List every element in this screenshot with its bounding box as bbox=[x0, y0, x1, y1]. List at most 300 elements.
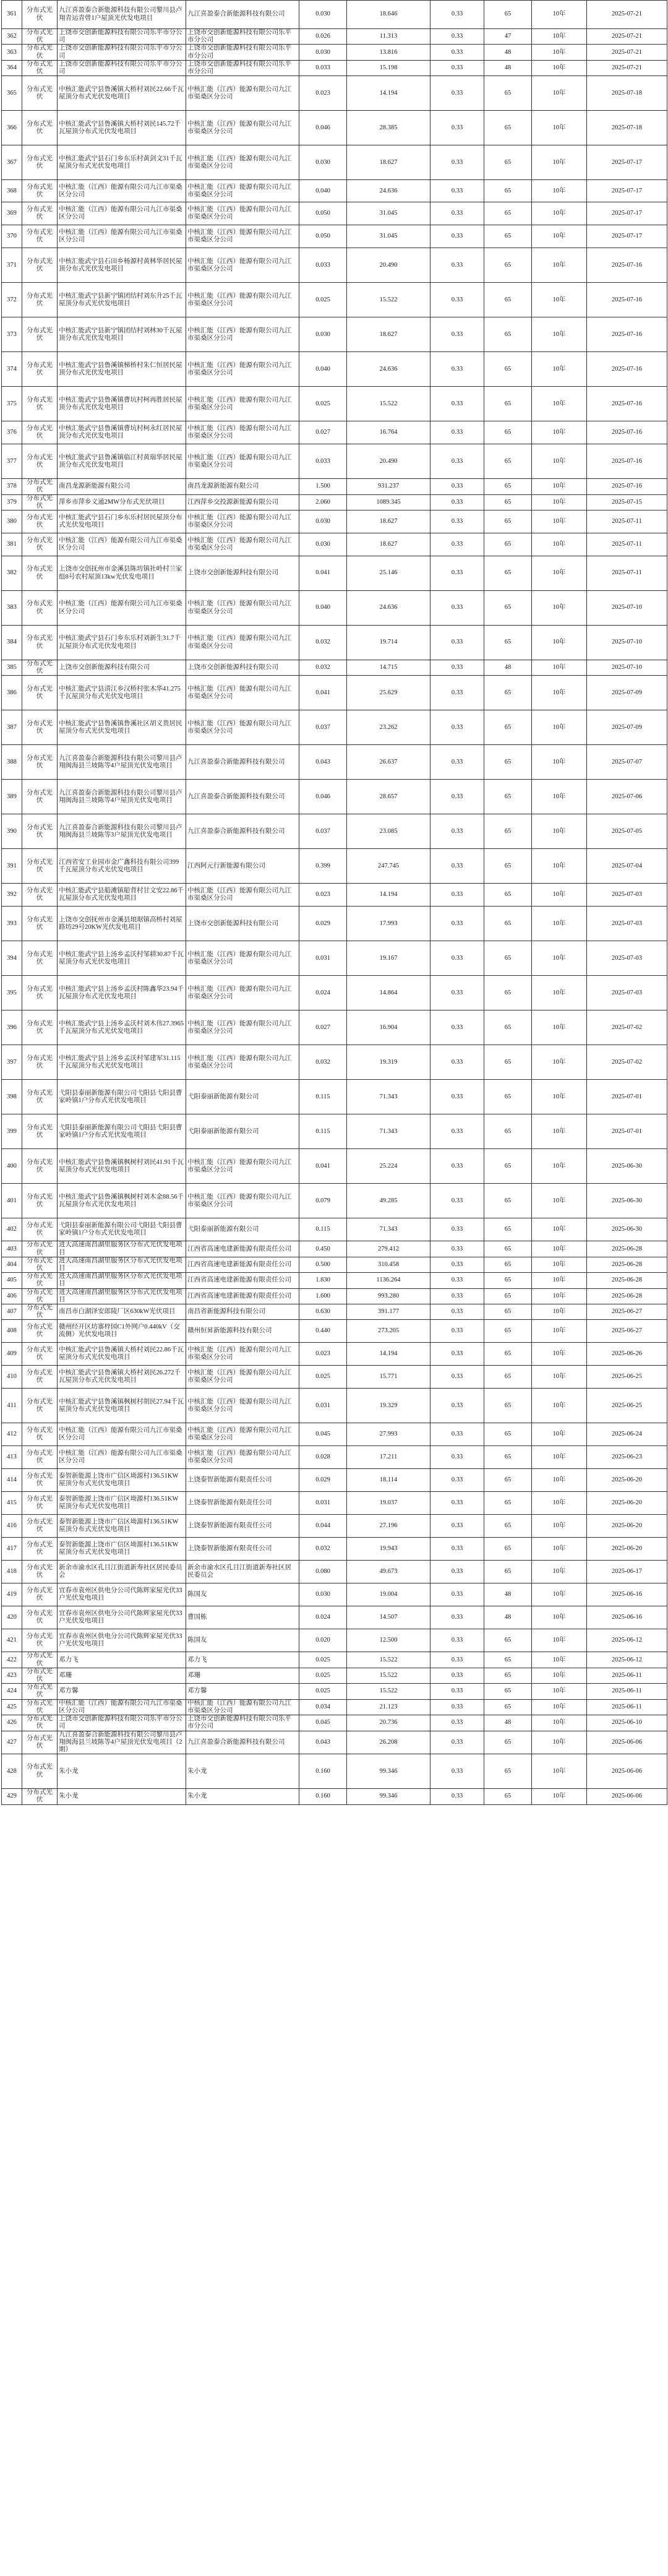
cell-cap: 0.029 bbox=[299, 1469, 347, 1492]
table-row bbox=[2, 1606, 667, 1629]
cell-date: 2025-06-28 bbox=[587, 1273, 667, 1288]
cell-term: 10年 bbox=[532, 1241, 587, 1257]
cell-term: 10年 bbox=[532, 1652, 587, 1668]
cell-owner: 中核汇能（江西）能源有限公司九江市渠桑区分公司 bbox=[186, 202, 299, 225]
cell-owner: 中核汇能（江西）能源有限公司九江市渠桑区分公司 bbox=[186, 533, 299, 556]
cell-inv: 20.736 bbox=[347, 1715, 430, 1731]
cell-ratio: 0.33 bbox=[430, 248, 484, 283]
cell-cap: 0.025 bbox=[299, 387, 347, 421]
cell-date: 2025-06-20 bbox=[587, 1515, 667, 1538]
cell-type: 分布式光伏 bbox=[22, 1366, 58, 1389]
cell-ratio: 0.33 bbox=[430, 745, 484, 780]
cell-no: 375 bbox=[2, 387, 22, 421]
cell-inv: 931.237 bbox=[347, 479, 430, 494]
cell-price: 65 bbox=[484, 1561, 532, 1583]
table-row bbox=[2, 1343, 667, 1366]
cell-ratio: 0.33 bbox=[430, 479, 484, 494]
cell-term: 10年 bbox=[532, 941, 587, 976]
cell-owner: 中核汇能（江西）能源有限公司九江市渠桑区分公司 bbox=[186, 626, 299, 660]
cell-type: 分布式光伏 bbox=[22, 60, 58, 75]
cell-date: 2025-06-20 bbox=[587, 1492, 667, 1515]
cell-owner: 上饶市交创新能源科技有限公司乐平市分公司 bbox=[186, 45, 299, 60]
cell-inv: 18.114 bbox=[347, 1469, 430, 1492]
cell-type: 分布式光伏 bbox=[22, 421, 58, 444]
cell-date: 2025-07-18 bbox=[587, 111, 667, 145]
cell-no: 371 bbox=[2, 248, 22, 283]
cell-ratio: 0.33 bbox=[430, 556, 484, 591]
cell-type: 分布式光伏 bbox=[22, 111, 58, 145]
cell-date: 2025-07-09 bbox=[587, 710, 667, 745]
cell-cap: 0.025 bbox=[299, 283, 347, 317]
cell-inv: 25.146 bbox=[347, 556, 430, 591]
cell-no: 409 bbox=[2, 1343, 22, 1366]
cell-no: 383 bbox=[2, 591, 22, 626]
cell-owner: 中核汇能（江西）能源有限公司九江市渠桑区分公司 bbox=[186, 225, 299, 248]
cell-ratio: 0.33 bbox=[430, 710, 484, 745]
cell-price: 65 bbox=[484, 591, 532, 626]
cell-price: 65 bbox=[484, 556, 532, 591]
cell-name: 上饶市交创新能源科技有限公司乐平市分公司 bbox=[58, 45, 186, 60]
cell-ratio: 0.33 bbox=[430, 1080, 484, 1114]
cell-cap: 0.040 bbox=[299, 352, 347, 387]
cell-name: 中核汇能（江西）能源有限公司九江市渠桑区分公司 bbox=[58, 1699, 186, 1715]
cell-date: 2025-07-16 bbox=[587, 248, 667, 283]
cell-owner: 中核汇能（江西）能源有限公司九江市渠桑区分公司 bbox=[186, 1184, 299, 1218]
table-row bbox=[2, 780, 667, 814]
cell-price: 65 bbox=[484, 248, 532, 283]
cell-date: 2025-07-15 bbox=[587, 494, 667, 510]
cell-name: 中核汇能武宁县上汤乡孟沃村陈鑫华23.94千瓦屋顶分布式光伏发电项目 bbox=[58, 976, 186, 1010]
cell-price: 65 bbox=[484, 1423, 532, 1446]
cell-inv: 18.646 bbox=[347, 1, 430, 29]
cell-inv: 13.816 bbox=[347, 45, 430, 60]
cell-ratio: 0.33 bbox=[430, 1045, 484, 1080]
cell-no: 394 bbox=[2, 941, 22, 976]
cell-type: 分布式光伏 bbox=[22, 1731, 58, 1754]
cell-price: 65 bbox=[484, 1446, 532, 1469]
cell-cap: 0.026 bbox=[299, 29, 347, 45]
cell-name: 中核汇能武宁县石门乡东乐村刘新生31.7千瓦屋顶分布式光伏发电项目 bbox=[58, 626, 186, 660]
cell-owner: 中核汇能（江西）能源有限公司九江市渠桑区分公司 bbox=[186, 352, 299, 387]
cell-term: 10年 bbox=[532, 1492, 587, 1515]
cell-owner: 江西省高速电建新能源有限责任公司 bbox=[186, 1241, 299, 1257]
cell-owner: 上饶市交创新能源科技有限公司乐平市分公司 bbox=[186, 1715, 299, 1731]
cell-cap: 0.034 bbox=[299, 1699, 347, 1715]
cell-price: 65 bbox=[484, 145, 532, 180]
cell-name: 弋阳县泰丽新能源有限公司弋阳县弋阳县曹家岭镇1户分布式光伏发电项目 bbox=[58, 1080, 186, 1114]
table-row bbox=[2, 1010, 667, 1045]
cell-ratio: 0.33 bbox=[430, 884, 484, 907]
cell-inv: 31.045 bbox=[347, 202, 430, 225]
cell-type: 分布式光伏 bbox=[22, 1320, 58, 1343]
cell-cap: 0.030 bbox=[299, 1583, 347, 1606]
cell-ratio: 0.33 bbox=[430, 1273, 484, 1288]
cell-date: 2025-06-16 bbox=[587, 1583, 667, 1606]
cell-owner: 中核汇能（江西）能源有限公司九江市渠桑区分公司 bbox=[186, 1699, 299, 1715]
cell-type: 分布式光伏 bbox=[22, 1754, 58, 1789]
table-row bbox=[2, 1114, 667, 1149]
cell-inv: 15.522 bbox=[347, 283, 430, 317]
cell-ratio: 0.33 bbox=[430, 225, 484, 248]
cell-ratio: 0.33 bbox=[430, 1561, 484, 1583]
cell-price: 65 bbox=[484, 1699, 532, 1715]
cell-cap: 0.032 bbox=[299, 1045, 347, 1080]
cell-cap: 0.630 bbox=[299, 1304, 347, 1320]
cell-cap: 0.020 bbox=[299, 1629, 347, 1652]
cell-date: 2025-07-16 bbox=[587, 421, 667, 444]
cell-term: 10年 bbox=[532, 1045, 587, 1080]
cell-inv: 14.507 bbox=[347, 1606, 430, 1629]
cell-term: 10年 bbox=[532, 745, 587, 780]
cell-type: 分布式光伏 bbox=[22, 1606, 58, 1629]
cell-ratio: 0.33 bbox=[430, 1754, 484, 1789]
cell-price: 48 bbox=[484, 1715, 532, 1731]
cell-price: 65 bbox=[484, 1789, 532, 1804]
cell-date: 2025-07-10 bbox=[587, 660, 667, 676]
cell-date: 2025-06-06 bbox=[587, 1754, 667, 1789]
cell-term: 10年 bbox=[532, 479, 587, 494]
cell-ratio: 0.33 bbox=[430, 494, 484, 510]
cell-type: 分布式光伏 bbox=[22, 1343, 58, 1366]
cell-date: 2025-07-01 bbox=[587, 1080, 667, 1114]
cell-ratio: 0.33 bbox=[430, 421, 484, 444]
cell-owner: 中核汇能（江西）能源有限公司九江市渠桑区分公司 bbox=[186, 676, 299, 710]
cell-price: 65 bbox=[484, 1515, 532, 1538]
cell-price: 65 bbox=[484, 1114, 532, 1149]
cell-date: 2025-07-16 bbox=[587, 283, 667, 317]
cell-cap: 0.500 bbox=[299, 1257, 347, 1272]
cell-owner: 江西省高速电建新能源有限责任公司 bbox=[186, 1257, 299, 1272]
cell-date: 2025-07-17 bbox=[587, 145, 667, 180]
cell-cap: 0.037 bbox=[299, 710, 347, 745]
cell-name: 中核汇能（江西）能源有限公司九江市渠桑区分公司 bbox=[58, 1446, 186, 1469]
table-row bbox=[2, 111, 667, 145]
cell-inv: 14.194 bbox=[347, 1343, 430, 1366]
cell-owner: 中核汇能（江西）能源有限公司九江市渠桑区分公司 bbox=[186, 976, 299, 1010]
cell-inv: 99.346 bbox=[347, 1789, 430, 1804]
cell-cap: 0.040 bbox=[299, 591, 347, 626]
cell-date: 2025-07-02 bbox=[587, 1010, 667, 1045]
cell-term: 10年 bbox=[532, 1715, 587, 1731]
cell-cap: 0.027 bbox=[299, 421, 347, 444]
cell-name: 上饶市交创抚州市金溪县琅琚镇高桥村刘屋路坊29号20KW光伏发电项目 bbox=[58, 907, 186, 941]
cell-term: 10年 bbox=[532, 780, 587, 814]
cell-inv: 26.208 bbox=[347, 1731, 430, 1754]
cell-no: 386 bbox=[2, 676, 22, 710]
cell-owner: 九江喜盈泰合新能源科技有限公司 bbox=[186, 814, 299, 849]
cell-inv: 391.177 bbox=[347, 1304, 430, 1320]
cell-cap: 0.079 bbox=[299, 1184, 347, 1218]
table-row bbox=[2, 1218, 667, 1241]
cell-price: 65 bbox=[484, 907, 532, 941]
cell-no: 418 bbox=[2, 1561, 22, 1583]
cell-name: 中核汇能武宁县上汤乡孟沃村刘木伟27.3965千瓦屋顶分布式光伏发电项目 bbox=[58, 1010, 186, 1045]
cell-inv: 310.458 bbox=[347, 1257, 430, 1272]
cell-owner: 九江喜盈泰合新能源科技有限公司 bbox=[186, 1731, 299, 1754]
table-row bbox=[2, 60, 667, 75]
cell-price: 65 bbox=[484, 317, 532, 352]
cell-no: 380 bbox=[2, 510, 22, 533]
table-row bbox=[2, 248, 667, 283]
cell-no: 420 bbox=[2, 1606, 22, 1629]
cell-type: 分布式光伏 bbox=[22, 1241, 58, 1257]
cell-ratio: 0.33 bbox=[430, 60, 484, 75]
cell-cap: 0.160 bbox=[299, 1789, 347, 1804]
cell-term: 10年 bbox=[532, 1583, 587, 1606]
cell-name: 中核汇能武宁县鲁溪镇大桥村刘民145.72千瓦屋顶分布式光伏发电项目 bbox=[58, 111, 186, 145]
cell-inv: 71.343 bbox=[347, 1218, 430, 1241]
cell-price: 65 bbox=[484, 780, 532, 814]
cell-price: 65 bbox=[484, 1304, 532, 1320]
cell-name: 江西省安工业园市金广鑫科技有限公司399千瓦屋顶分布式光伏发电项目 bbox=[58, 849, 186, 884]
cell-owner: 南昌龙源新能源有限公司 bbox=[186, 479, 299, 494]
cell-name: 中核汇能武宁县鲁溪镇大桥村刘民26.272千瓦屋顶分布式光伏发电项目 bbox=[58, 1366, 186, 1389]
cell-term: 10年 bbox=[532, 76, 587, 111]
cell-inv: 19.004 bbox=[347, 1583, 430, 1606]
cell-price: 65 bbox=[484, 510, 532, 533]
cell-type: 分布式光伏 bbox=[22, 1010, 58, 1045]
cell-type: 分布式光伏 bbox=[22, 745, 58, 780]
cell-type: 分布式光伏 bbox=[22, 849, 58, 884]
cell-inv: 19.943 bbox=[347, 1538, 430, 1561]
cell-price: 65 bbox=[484, 283, 532, 317]
cell-owner: 朱小龙 bbox=[186, 1754, 299, 1789]
cell-ratio: 0.33 bbox=[430, 1515, 484, 1538]
cell-term: 10年 bbox=[532, 29, 587, 45]
cell-price: 65 bbox=[484, 1218, 532, 1241]
cell-cap: 0.043 bbox=[299, 745, 347, 780]
cell-name: 中核汇能武宁县鲁溪镇枫树村胡民27.94千瓦屋顶分布式光伏发电项目 bbox=[58, 1389, 186, 1423]
cell-price: 65 bbox=[484, 1343, 532, 1366]
cell-price: 65 bbox=[484, 1731, 532, 1754]
cell-type: 分布式光伏 bbox=[22, 1629, 58, 1652]
cell-price: 65 bbox=[484, 387, 532, 421]
cell-inv: 18.627 bbox=[347, 510, 430, 533]
cell-name: 中核汇能（江西）能源有限公司九江市渠桑区分公司 bbox=[58, 180, 186, 202]
cell-cap: 0.043 bbox=[299, 1731, 347, 1754]
cell-cap: 0.030 bbox=[299, 317, 347, 352]
cell-cap: 0.037 bbox=[299, 814, 347, 849]
cell-no: 413 bbox=[2, 1446, 22, 1469]
cell-no: 388 bbox=[2, 745, 22, 780]
cell-no: 393 bbox=[2, 907, 22, 941]
cell-date: 2025-07-07 bbox=[587, 745, 667, 780]
cell-price: 65 bbox=[484, 849, 532, 884]
cell-inv: 25.224 bbox=[347, 1149, 430, 1184]
cell-ratio: 0.33 bbox=[430, 1538, 484, 1561]
cell-type: 分布式光伏 bbox=[22, 1045, 58, 1080]
cell-price: 65 bbox=[484, 1320, 532, 1343]
cell-cap: 0.115 bbox=[299, 1114, 347, 1149]
cell-name: 九江喜盈泰合新能源科技有限公司黎川县卢翔青运青曾1户屋顶光伏发电项目 bbox=[58, 1, 186, 29]
cell-ratio: 0.33 bbox=[430, 202, 484, 225]
cell-term: 10年 bbox=[532, 1684, 587, 1699]
cell-owner: 弋阳泰丽新能源有限公司 bbox=[186, 1114, 299, 1149]
cell-inv: 18.627 bbox=[347, 533, 430, 556]
cell-inv: 17.211 bbox=[347, 1446, 430, 1469]
cell-date: 2025-06-20 bbox=[587, 1469, 667, 1492]
cell-inv: 247.745 bbox=[347, 849, 430, 884]
cell-ratio: 0.33 bbox=[430, 941, 484, 976]
cell-date: 2025-06-11 bbox=[587, 1668, 667, 1683]
cell-price: 65 bbox=[484, 1629, 532, 1652]
cell-price: 65 bbox=[484, 1273, 532, 1288]
cell-price: 65 bbox=[484, 1389, 532, 1423]
cell-price: 65 bbox=[484, 444, 532, 479]
table-row bbox=[2, 676, 667, 710]
cell-owner: 上饶泰智新能源有限责任公司 bbox=[186, 1515, 299, 1538]
cell-cap: 0.033 bbox=[299, 444, 347, 479]
cell-inv: 23.262 bbox=[347, 710, 430, 745]
cell-cap: 1.830 bbox=[299, 1273, 347, 1288]
cell-inv: 28.657 bbox=[347, 780, 430, 814]
cell-no: 407 bbox=[2, 1304, 22, 1320]
cell-type: 分布式光伏 bbox=[22, 202, 58, 225]
cell-no: 427 bbox=[2, 1731, 22, 1754]
cell-inv: 17.993 bbox=[347, 907, 430, 941]
cell-ratio: 0.33 bbox=[430, 1010, 484, 1045]
cell-no: 368 bbox=[2, 180, 22, 202]
cell-price: 65 bbox=[484, 1184, 532, 1218]
cell-name: 泰智新能源上饶市广信区坳源村136.51KW屋顶分布式光伏发电项目 bbox=[58, 1492, 186, 1515]
cell-term: 10年 bbox=[532, 1, 587, 29]
table-row bbox=[2, 1257, 667, 1272]
cell-cap: 0.023 bbox=[299, 884, 347, 907]
table-row bbox=[2, 225, 667, 248]
cell-date: 2025-06-12 bbox=[587, 1652, 667, 1668]
cell-inv: 993.280 bbox=[347, 1288, 430, 1304]
table-row bbox=[2, 76, 667, 111]
cell-name: 九江喜盈泰合新能源科技有限公司黎川县卢翔闽海县兰坡陈等4户屋顶光伏发电项目（2期） bbox=[58, 1731, 186, 1754]
cell-inv: 31.045 bbox=[347, 225, 430, 248]
cell-term: 10年 bbox=[532, 1218, 587, 1241]
cell-date: 2025-07-16 bbox=[587, 352, 667, 387]
table-row bbox=[2, 1389, 667, 1423]
table-row bbox=[2, 1789, 667, 1804]
cell-name: 朱小龙 bbox=[58, 1754, 186, 1789]
cell-inv: 15.522 bbox=[347, 1652, 430, 1668]
cell-inv: 12.500 bbox=[347, 1629, 430, 1652]
cell-ratio: 0.33 bbox=[430, 510, 484, 533]
cell-date: 2025-07-02 bbox=[587, 1045, 667, 1080]
cell-date: 2025-06-06 bbox=[587, 1731, 667, 1754]
cell-inv: 24.636 bbox=[347, 180, 430, 202]
cell-ratio: 0.33 bbox=[430, 1583, 484, 1606]
cell-name: 中核汇能（江西）能源有限公司九江市渠桑区分公司 bbox=[58, 1423, 186, 1446]
cell-ratio: 0.33 bbox=[430, 1715, 484, 1731]
cell-inv: 16.904 bbox=[347, 1010, 430, 1045]
cell-no: 378 bbox=[2, 479, 22, 494]
cell-type: 分布式光伏 bbox=[22, 248, 58, 283]
cell-owner: 江西省高速电建新能源有限责任公司 bbox=[186, 1288, 299, 1304]
cell-term: 10年 bbox=[532, 444, 587, 479]
cell-inv: 15.522 bbox=[347, 1684, 430, 1699]
cell-no: 397 bbox=[2, 1045, 22, 1080]
cell-cap: 0.046 bbox=[299, 780, 347, 814]
cell-no: 403 bbox=[2, 1241, 22, 1257]
cell-name: 宜春市袁州区供电分公司代陈辉家屋光伏33户光伏发电项目 bbox=[58, 1629, 186, 1652]
cell-cap: 0.025 bbox=[299, 1684, 347, 1699]
cell-cap: 0.029 bbox=[299, 907, 347, 941]
cell-term: 10年 bbox=[532, 510, 587, 533]
cell-name: 上饶市交创新能源科技有限公司乐平市分公司 bbox=[58, 29, 186, 45]
cell-type: 分布式光伏 bbox=[22, 591, 58, 626]
cell-type: 分布式光伏 bbox=[22, 1583, 58, 1606]
cell-no: 404 bbox=[2, 1257, 22, 1272]
cell-cap: 0.030 bbox=[299, 533, 347, 556]
cell-no: 379 bbox=[2, 494, 22, 510]
table-row bbox=[2, 533, 667, 556]
cell-name: 邓方馨 bbox=[58, 1684, 186, 1699]
cell-owner: 中核汇能（江西）能源有限公司九江市渠桑区分公司 bbox=[186, 710, 299, 745]
cell-inv: 14.194 bbox=[347, 76, 430, 111]
cell-name: 上饶市交创新能源科技有限公司乐平市分公司 bbox=[58, 1715, 186, 1731]
cell-type: 分布式光伏 bbox=[22, 884, 58, 907]
table-row bbox=[2, 1492, 667, 1515]
cell-date: 2025-07-06 bbox=[587, 780, 667, 814]
cell-date: 2025-06-27 bbox=[587, 1320, 667, 1343]
cell-date: 2025-07-16 bbox=[587, 317, 667, 352]
cell-date: 2025-07-03 bbox=[587, 976, 667, 1010]
cell-cap: 0.046 bbox=[299, 111, 347, 145]
cell-owner: 中核汇能（江西）能源有限公司九江市渠桑区分公司 bbox=[186, 76, 299, 111]
cell-term: 10年 bbox=[532, 45, 587, 60]
table-row bbox=[2, 1, 667, 29]
cell-inv: 71.343 bbox=[347, 1114, 430, 1149]
cell-inv: 20.490 bbox=[347, 248, 430, 283]
cell-owner: 邓方馨 bbox=[186, 1684, 299, 1699]
table-row bbox=[2, 1184, 667, 1218]
cell-cap: 0.023 bbox=[299, 1343, 347, 1366]
cell-inv: 19.167 bbox=[347, 941, 430, 976]
cell-owner: 上饶市交创新能源科技有限公司乐平市分公司 bbox=[186, 29, 299, 45]
cell-term: 10年 bbox=[532, 352, 587, 387]
cell-date: 2025-07-16 bbox=[587, 444, 667, 479]
cell-term: 10年 bbox=[532, 1789, 587, 1804]
cell-ratio: 0.33 bbox=[430, 1789, 484, 1804]
cell-type: 分布式光伏 bbox=[22, 1304, 58, 1320]
table-row bbox=[2, 941, 667, 976]
cell-name: 九江喜盈泰合新能源科技有限公司黎川县卢翔闽海县兰坡陈等4户屋顶光伏发电项目 bbox=[58, 780, 186, 814]
cell-type: 分布式光伏 bbox=[22, 1538, 58, 1561]
cell-date: 2025-07-03 bbox=[587, 941, 667, 976]
cell-ratio: 0.33 bbox=[430, 1684, 484, 1699]
cell-term: 10年 bbox=[532, 225, 587, 248]
cell-no: 398 bbox=[2, 1080, 22, 1114]
cell-inv: 25.629 bbox=[347, 676, 430, 710]
cell-inv: 15.522 bbox=[347, 1668, 430, 1683]
cell-no: 392 bbox=[2, 884, 22, 907]
cell-ratio: 0.33 bbox=[430, 849, 484, 884]
cell-ratio: 0.33 bbox=[430, 660, 484, 676]
table-row bbox=[2, 1652, 667, 1668]
cell-name: 宜春市袁州区供电分公司代陈辉家屋光伏33户光伏发电项目 bbox=[58, 1606, 186, 1629]
cell-type: 分布式光伏 bbox=[22, 76, 58, 111]
cell-inv: 19.714 bbox=[347, 626, 430, 660]
cell-term: 10年 bbox=[532, 180, 587, 202]
cell-date: 2025-07-11 bbox=[587, 556, 667, 591]
cell-date: 2025-07-18 bbox=[587, 76, 667, 111]
cell-type: 分布式光伏 bbox=[22, 1699, 58, 1715]
cell-cap: 0.028 bbox=[299, 1446, 347, 1469]
cell-type: 分布式光伏 bbox=[22, 710, 58, 745]
cell-name: 中核汇能（江西）能源有限公司九江市渠桑区分公司 bbox=[58, 202, 186, 225]
table-row bbox=[2, 1080, 667, 1114]
cell-term: 10年 bbox=[532, 1538, 587, 1561]
cell-name: 中核汇能武宁县鲁溪镇梯桥村朱仁恒居民屋顶分布式光伏发电项目 bbox=[58, 352, 186, 387]
cell-owner: 陈国友 bbox=[186, 1629, 299, 1652]
cell-no: 401 bbox=[2, 1184, 22, 1218]
